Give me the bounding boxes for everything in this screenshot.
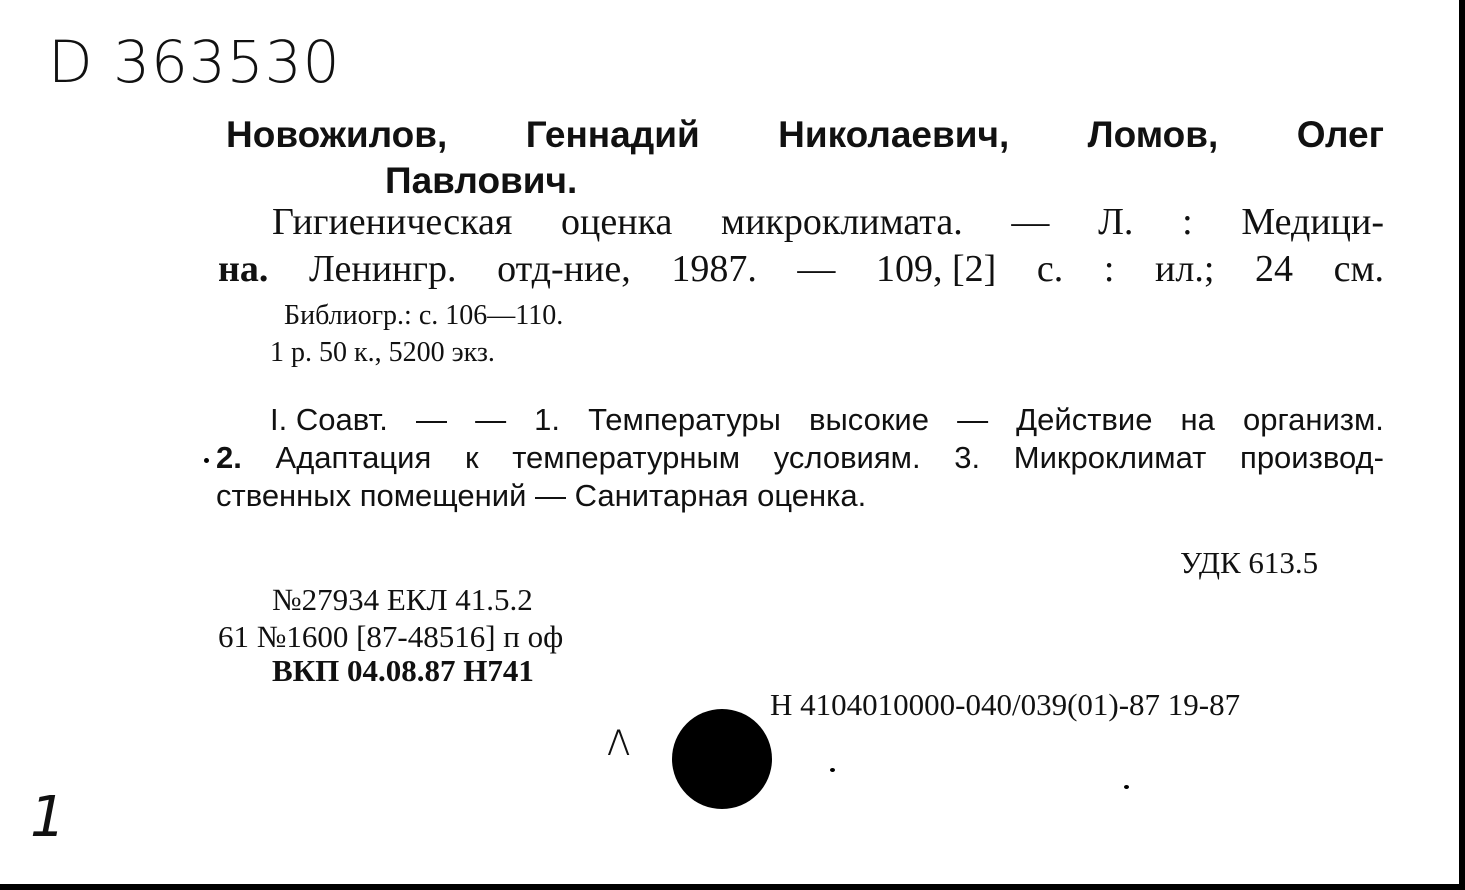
author-word: Новожилов, [226,114,448,155]
title-word: 109, [2] [876,248,997,290]
price-and-print-run: 1 р. 50 к., 5200 экз. [270,337,495,368]
speck [204,458,209,463]
title-word: — [1011,201,1050,243]
subject-word: организм. [1243,402,1384,437]
subject-word: I. Соавт. [270,402,388,437]
title-word: 24 [1254,248,1293,290]
subject-word: — [957,402,989,437]
title-word: с. [1036,248,1064,290]
title-word: отд-ние, [497,248,631,290]
title-word: — [797,248,836,290]
author-word: Ломов, [1087,114,1219,155]
author-word: Николаевич, [778,114,1010,155]
title-word: Ленингр. [309,248,457,290]
subjects-line-2 [216,440,1384,476]
speck [1124,785,1129,789]
subject-word: 1. [534,402,561,437]
title-line-1 [272,200,1384,244]
title-line-2 [218,247,1384,291]
check-mark: ʌ [605,712,633,766]
title-word: 1987. [671,248,757,290]
title-word: на. [218,248,269,290]
speck [830,768,835,772]
udk-code: УДК 613.5 [1180,545,1319,580]
publisher-code: Н 4104010000-040/039(01)-87 19-87 [770,687,1241,722]
subjects-line-3: ственных помещений — Санитарная оценка. [216,478,867,513]
subjects-line-1 [270,402,1384,438]
registry-line-2: 61 №1600 [87-48516] п оф [218,619,564,654]
subject-word: условиям. [773,440,921,475]
page-mark: 1 [30,785,66,850]
subject-word: Действие [1016,402,1153,437]
subject-word: высокие [809,402,929,437]
title-word: : [1103,248,1115,290]
subject-word: на [1180,402,1215,437]
title-word: Медици- [1241,201,1384,243]
subject-word: — [415,402,447,437]
title-word: см. [1333,248,1384,290]
subject-word: к [464,440,479,475]
registry-line-1: №27934 ЕКЛ 41.5.2 [272,582,533,617]
subject-word: — [475,402,507,437]
subject-word: Микроклимат [1013,440,1207,475]
registry-line-3: ВКП 04.08.87 Н741 [272,653,534,688]
bibliography-note: Библиогр.: с. 106—110. [284,300,564,331]
subject-word: температурным [512,440,741,475]
punch-hole [672,709,772,809]
author-word: Геннадий [525,114,700,155]
title-word: Л. [1098,201,1134,243]
title-word: ил.; [1155,248,1215,290]
subject-word: Температуры [588,402,781,437]
subject-word: 2. [216,440,242,475]
author-line-1 [226,114,1384,156]
author-line-2: Павлович. [385,160,578,201]
inventory-number: D 363530 [48,28,341,96]
title-word: микроклимата. [721,201,963,243]
subject-word: Адаптация [275,440,432,475]
title-word: : [1182,201,1193,243]
author-word: Олег [1296,114,1384,155]
subject-word: 3. [954,440,981,475]
title-word: оценка [561,201,673,243]
title-word: Гигиеническая [272,201,513,243]
subject-word: производ- [1240,440,1384,475]
